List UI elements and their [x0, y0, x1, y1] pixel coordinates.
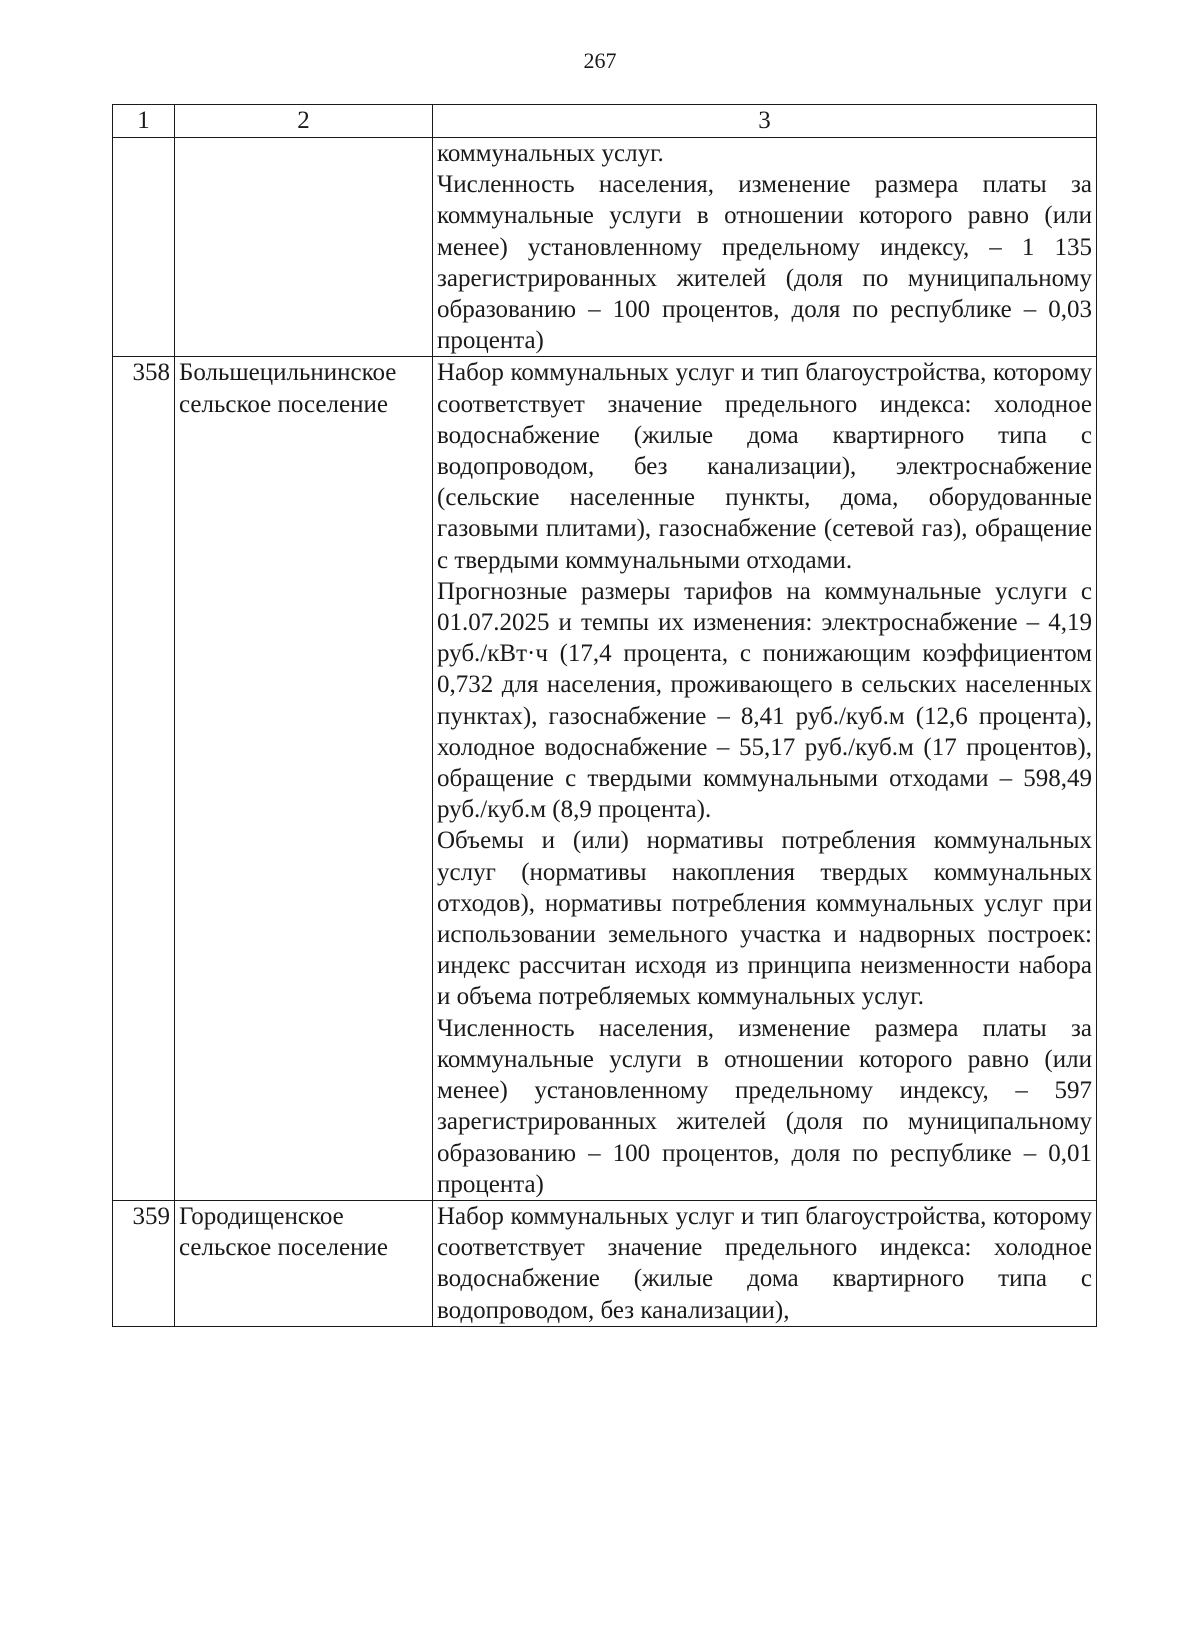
description-paragraph: коммунальных услуг. [437, 140, 664, 167]
document-table [112, 104, 1097, 1327]
row-description [433, 138, 1097, 357]
description-paragraph: Численность населения, изменение размера платы за коммунальные услуги в отношении которого равно (или менее) установленному предельному индексу, – 597 зарегистрированных жителей (доля по муниципальному образованию – 100 процентов, доля по республике – 0,01 процента) [437, 1014, 1092, 1198]
row-description [433, 1200, 1097, 1326]
description-paragraph: Объемы и (или) нормативы потребления коммунальных услуг (нормативы накопления твердых коммунальных отходов), нормативы потребления коммунальных услуг при использовании земельного участка и надворных построек: индекс рассчитан исходя из принципа неизменности набора и объема потребляемых коммунальных услуг. [437, 827, 1092, 1011]
settlement-name: Городищенское сельское поселение [175, 1200, 433, 1326]
column-header-1: 1 [113, 105, 175, 138]
table-row [113, 1200, 1097, 1326]
table-row [113, 357, 1097, 1200]
row-description [433, 357, 1097, 1200]
description-paragraph: Численность населения, изменение размера платы за коммунальные услуги в отношении которого равно (или менее) установленному предельному индексу, – 1 135 зарегистрированных жителей (доля по муниципальному образованию – 100 процентов, доля по республике – 0,03 процента) [437, 171, 1092, 355]
column-header-3: 3 [433, 105, 1097, 138]
row-number [113, 138, 175, 357]
table-row [113, 138, 1097, 357]
page-number: 267 [583, 48, 617, 73]
row-number: 359 [113, 1200, 175, 1326]
settlement-name [175, 138, 433, 357]
settlement-name: Большецильнинское сельское поселение [175, 357, 433, 1200]
column-header-2: 2 [175, 105, 433, 138]
description-paragraph: Набор коммунальных услуг и тип благоустройства, которому соответствует значение предельного индекса: холодное водоснабжение (жилые дома квартирного типа с водопроводом, без канализации), электроснабжение (сельские населенные пункты, дома, оборудованные газовыми плитами), газоснабжение (сетевой газ), обращение с твердыми коммунальными отходами. [437, 359, 1092, 574]
table-header-row [113, 105, 1097, 138]
description-paragraph: Набор коммунальных услуг и тип благоустройства, которому соответствует значение предельного индекса: холодное водоснабжение (жилые дома квартирного типа с водопроводом, без канализации), [437, 1202, 1092, 1324]
description-paragraph: Прогнозные размеры тарифов на коммунальные услуги с 01.07.2025 и темпы их изменения: электроснабжение – 4,19 руб./кВт·ч (17,4 процента, с понижающим коэффициентом 0,732 для населения, проживающего в сельских населенных пунктах), газоснабжение – 8,41 руб./куб.м (12,6 процента), холодное водоснабжение – 55,17 руб./куб.м (17 процентов), обращение с твердыми коммунальными отходами – 598,49 руб./куб.м (8,9 процента). [437, 577, 1092, 824]
row-number: 358 [113, 357, 175, 1200]
